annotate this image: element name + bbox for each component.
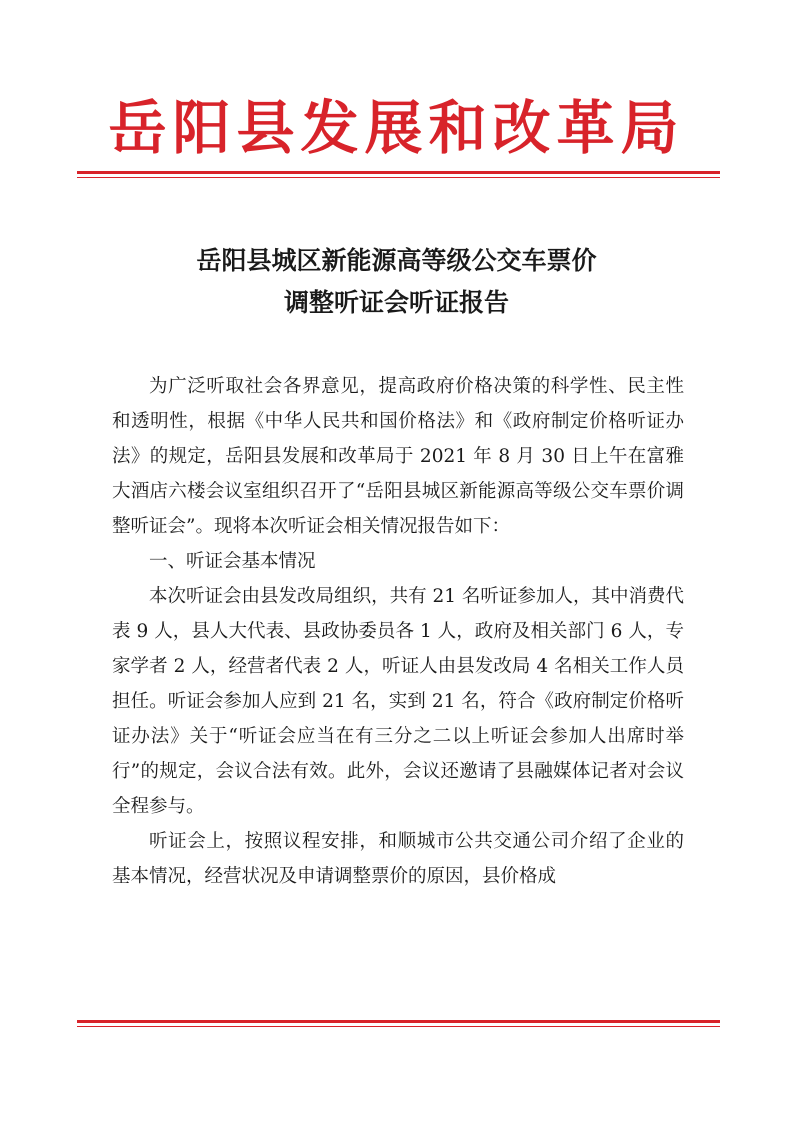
- section-1-paragraph-2: 听证会上，按照议程安排，和顺城市公共交通公司介绍了企业的基本情况，经营状况及申请调整票价的原因，县价格成: [112, 831, 684, 887]
- intro-paragraph: 为广泛听取社会各界意见，提高政府价格决策的科学性、民主性和透明性，根据《中华人民共和国价格法》和《政府制定价格听证办法》的规定，岳阳县发展和改革局于 2021 年 8 月 30 日上午在富雅大酒店六楼会议室组织召开了“岳阳县城区新能源高等级公交车票价调整听证会”。现将本次听证会相关情况报告如下：: [112, 376, 684, 537]
- document-body: [112, 369, 684, 894]
- section-1-paragraph-1: 本次听证会由县发改局组织，共有 21 名听证参加人，其中消费代表 9 人，县人大代表、县政协委员各 1 人，政府及相关部门 6 人，专家学者 2 人，经营者代表 2 人，听证人由县发改局 4 名相关工作人员担任。听证会参加人应到 21 名，实到 21 名，符合《政府制定价格听证办法》关于“听证会应当在有三分之二以上听证会参加人出席时举行”的规定，会议合法有效。此外，会议还邀请了县融媒体记者对会议全程参与。: [112, 586, 684, 817]
- header-rule-thin: [77, 177, 720, 178]
- footer-rule-thin: [77, 1026, 720, 1027]
- section-heading-basic-info: 一、听证会基本情况: [149, 551, 316, 572]
- agency-header: 岳阳县发展和改革局: [108, 94, 685, 162]
- document-title: [0, 240, 793, 324]
- header-rule-thick: [77, 171, 720, 174]
- footer-rule-thick: [77, 1020, 720, 1023]
- document-title-line-2: 调整听证会听证报告: [283, 288, 509, 317]
- document-title-line-1: 岳阳县城区新能源高等级公交车票价: [196, 246, 597, 275]
